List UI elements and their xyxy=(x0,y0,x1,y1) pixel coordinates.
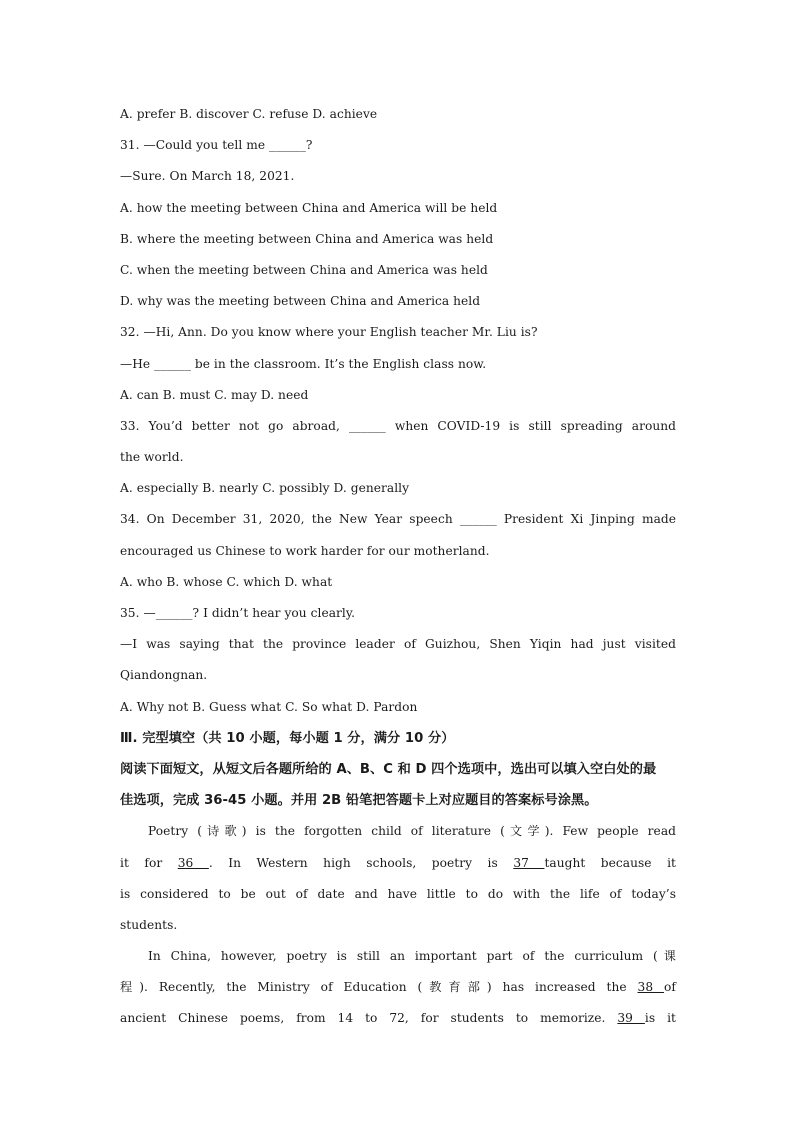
options-q30: A. prefer B. discover C. refuse D. achieve xyxy=(120,107,378,121)
question-34: 34. On December 31, 2020, the New Year speech ______ President Xi Jinping made xyxy=(120,512,676,527)
options-q35: A. Why not B. Guess what C. So what D. Pardon xyxy=(120,699,418,714)
blank-37: 37 xyxy=(513,855,545,870)
passage-line-3: is considered to be out of date and have little to do with the life of today’s xyxy=(120,886,676,901)
answer-32: —He ______ be in the classroom. It’s the English class now. xyxy=(120,356,487,371)
option-31-d: D. why was the meeting between China and America held xyxy=(120,294,481,309)
answer-35: —I was saying that the province leader of Guizhou, Shen Yiqin had just visited xyxy=(120,637,676,652)
option-31-c: C. when the meeting between China and America was held xyxy=(120,262,488,277)
question-31: 31. —Could you tell me ______? xyxy=(120,138,313,153)
option-31-b: B. where the meeting between China and America was held xyxy=(120,231,494,246)
passage-line-2: it for 36 . In Western high schools, poetry is 37 taught because it xyxy=(120,855,676,870)
passage-line-1: Poetry (诗歌) is the forgotten child of literature (文学). Few people read xyxy=(148,824,676,839)
section-instruction-cont: 佳选项，完成 36-45 小题。并用 2B 铅笔把答题卡上对应题目的答案标号涂黑。 xyxy=(120,793,598,809)
passage-line-4: students. xyxy=(120,917,178,932)
option-31-a: A. how the meeting between China and America will be held xyxy=(120,200,498,215)
answer-31: —Sure. On March 18, 2021. xyxy=(120,169,295,184)
options-q33: A. especially B. nearly C. possibly D. generally xyxy=(120,481,410,496)
exam-content xyxy=(120,99,676,1035)
question-34-cont: encouraged us Chinese to work harder for our motherland. xyxy=(120,543,490,558)
question-33-cont: the world. xyxy=(120,450,184,465)
blank-39: 39 xyxy=(617,1011,645,1026)
passage-line-7: ancient Chinese poems, from 14 to 72, for students to memorize. 39 is it xyxy=(120,1011,676,1026)
answer-35-cont: Qiandongnan. xyxy=(120,668,208,683)
section-heading: Ⅲ. 完型填空（共 10 小题，每小题 1 分，满分 10 分） xyxy=(120,730,455,746)
options-q32: A. can B. must C. may D. need xyxy=(120,387,309,402)
blank-36: 36 xyxy=(177,855,209,870)
question-33: 33. You’d better not go abroad, ______ when COVID-19 is still spreading around xyxy=(120,418,676,433)
question-35: 35. —______? I didn’t hear you clearly. xyxy=(120,606,356,620)
question-32: 32. —Hi, Ann. Do you know where your English teacher Mr. Liu is? xyxy=(120,325,538,340)
passage-line-5: In China, however, poetry is still an important part of the curriculum (课 xyxy=(148,949,676,964)
options-q34: A. who B. whose C. which D. what xyxy=(120,574,333,589)
passage-line-6: 程). Recently, the Ministry of Education (教育部) has increased the 38 of xyxy=(120,980,676,995)
section-instruction: 阅读下面短文，从短文后各题所给的 A、B、C 和 D 四个选项中，选出可以填入空白处的最 xyxy=(120,761,657,777)
blank-38: 38 xyxy=(637,980,665,995)
